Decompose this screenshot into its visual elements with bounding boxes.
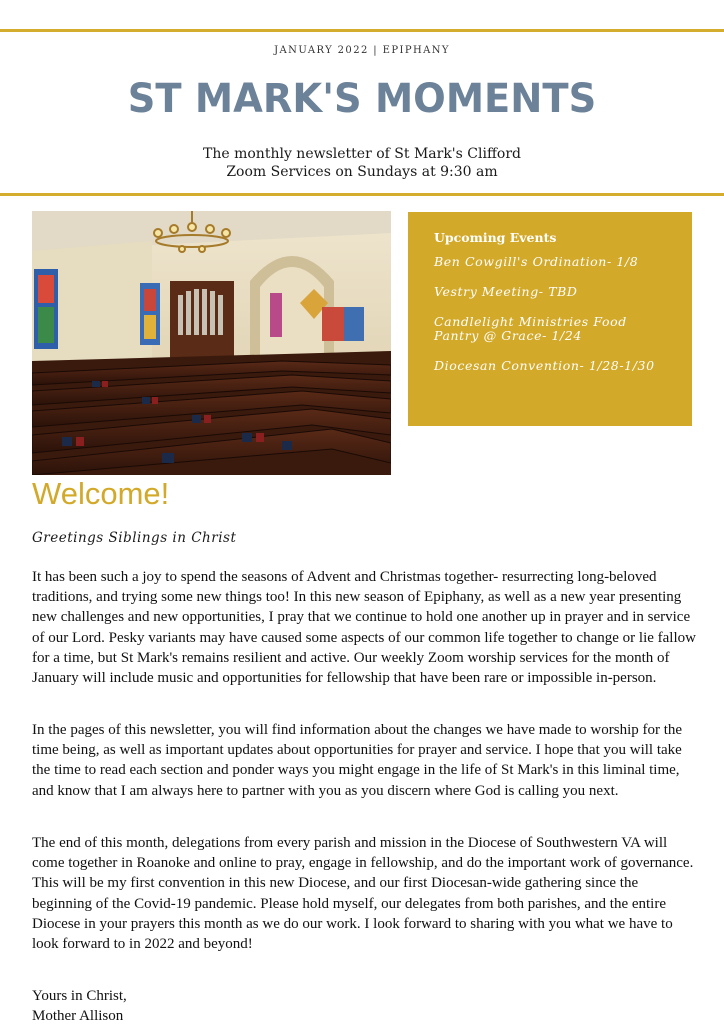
paragraph: In the pages of this newsletter, you will find information about the changes we have made to worship for the time being, as well as important updates about opportunities for prayer and service. I hope that you will take the time to read each section and ponder ways you might engage in the life of St Mark's in this liminal time, and know that I am always here to partner with you as you discern where God is calling you next. bbox=[32, 722, 683, 799]
paragraph: It has been such a joy to spend the seasons of Advent and Christmas together- resurrecting long-beloved traditions, and trying some new things too! In this new season of Epiphany, as well as a new year presenting new challenges and new opportunities, I pray that we continue to hold one another up in prayer and in service of our Lord. Pesky variants may have caused some aspects of our common life together to change or lie fallow for a time, but St Mark's remains resilient and active. Our weekly Zoom worship services for the month of January will include music and opportunities for fellowship that have been rare or impossible in-person. bbox=[32, 569, 696, 687]
upcoming-events-box bbox=[408, 212, 692, 426]
newsletter-title: ST MARK'S MOMENTS bbox=[127, 76, 597, 122]
top-rule bbox=[0, 29, 724, 32]
event-item: Candlelight Ministries Food Pantry @ Grace- 1/24 bbox=[434, 314, 627, 343]
greeting: Greetings Siblings in Christ bbox=[32, 530, 237, 546]
welcome-heading: Welcome! bbox=[32, 476, 170, 511]
event-item: Ben Cowgill's Ordination- 1/8 bbox=[434, 254, 639, 269]
event-item: Diocesan Convention- 1/28-1/30 bbox=[434, 358, 655, 373]
signature: Mother Allison bbox=[32, 1008, 124, 1025]
service-times: Zoom Services on Sundays at 9:30 am bbox=[226, 164, 498, 180]
header-rule bbox=[0, 193, 724, 196]
paragraph: The end of this month, delegations from every parish and mission in the Diocese of Southwestern VA will come together in Roanoke and online to pray, engage in fellowship, and do the important work of governance. This will be my first convention in this new Diocese, and our first Diocesan-wide gathering since the beginning of the Covid-19 pandemic. Please hold myself, our delegates from both parishes, and the entire Diocese in your prayers this month as we do our work. I look forward to sharing with you what we have to look forward to in 2022 and beyond! bbox=[32, 835, 694, 953]
issue-date: JANUARY 2022 | EPIPHANY bbox=[274, 45, 450, 56]
closing: Yours in Christ, bbox=[32, 988, 127, 1004]
sign-off bbox=[32, 986, 696, 1026]
church-interior-photo bbox=[32, 211, 391, 475]
event-item: Vestry Meeting- TBD bbox=[434, 284, 578, 299]
events-heading: Upcoming Events bbox=[434, 230, 557, 245]
newsletter-subtitle: The monthly newsletter of St Mark's Clifford bbox=[203, 146, 521, 162]
